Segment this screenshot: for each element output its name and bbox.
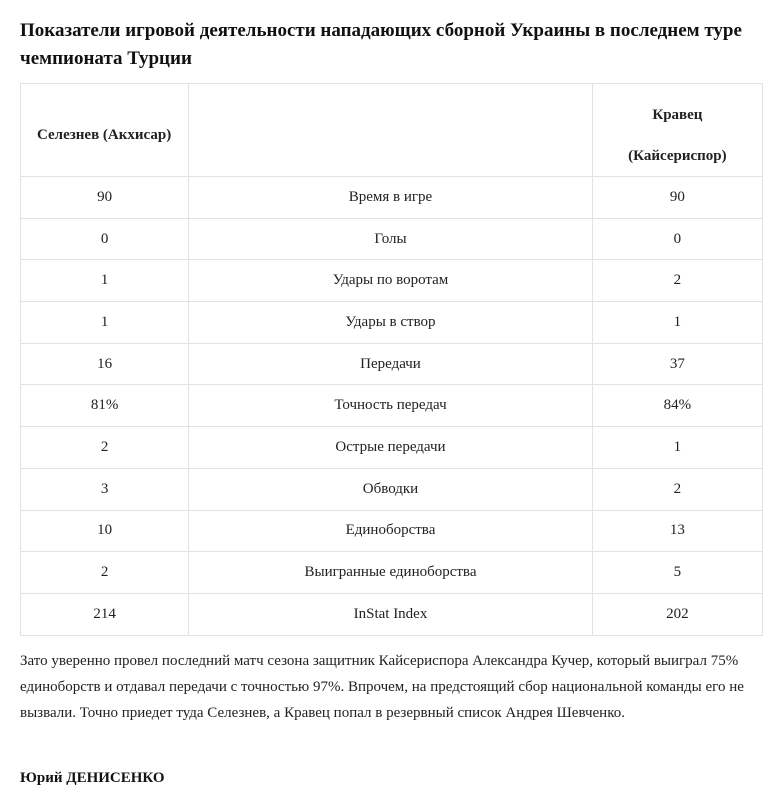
metric-label: Единоборства xyxy=(189,510,593,552)
left-value: 3 xyxy=(21,468,189,510)
player-right-club: (Кайсериспор) xyxy=(628,148,727,164)
right-value: 84% xyxy=(592,385,762,427)
right-value: 37 xyxy=(592,343,762,385)
left-value: 2 xyxy=(21,552,189,594)
metric-label: InStat Index xyxy=(189,593,593,635)
stats-table xyxy=(20,83,763,636)
article-author: Юрий ДЕНИСЕНКО xyxy=(20,770,165,786)
table-row xyxy=(21,385,763,427)
left-value: 1 xyxy=(21,260,189,302)
metric-label: Обводки xyxy=(189,468,593,510)
article-title: Показатели игровой деятельности нападающих сборной Украины в последнем туре чемпионата Турции xyxy=(20,20,742,69)
table-row xyxy=(21,260,763,302)
right-value: 1 xyxy=(592,427,762,469)
left-value: 81% xyxy=(21,385,189,427)
left-value: 16 xyxy=(21,343,189,385)
metric-header xyxy=(189,84,593,177)
table-row xyxy=(21,177,763,219)
metric-label: Удары по воротам xyxy=(189,260,593,302)
metric-label: Точность передач xyxy=(189,385,593,427)
right-value: 2 xyxy=(592,468,762,510)
table-row xyxy=(21,510,763,552)
metric-label: Время в игре xyxy=(189,177,593,219)
player-right-name: Кравец xyxy=(652,107,703,123)
table-row xyxy=(21,468,763,510)
right-value: 90 xyxy=(592,177,762,219)
metric-label: Передачи xyxy=(189,343,593,385)
table-row xyxy=(21,302,763,344)
metric-label: Выигранные единоборства xyxy=(189,552,593,594)
metric-label: Голы xyxy=(189,218,593,260)
table-row xyxy=(21,218,763,260)
left-value: 0 xyxy=(21,218,189,260)
table-header-row xyxy=(21,84,763,177)
metric-label: Острые передачи xyxy=(189,427,593,469)
right-value: 1 xyxy=(592,302,762,344)
right-value: 13 xyxy=(592,510,762,552)
player-right-header xyxy=(592,84,762,177)
table-row xyxy=(21,593,763,635)
right-value: 0 xyxy=(592,218,762,260)
table-row xyxy=(21,343,763,385)
left-value: 2 xyxy=(21,427,189,469)
article-paragraph: Зато уверенно провел последний матч сезона защитник Кайсериспора Александра Кучер, который выиграл 75% единоборств и отдавал передачи с точностью 97%. Впрочем, на предстоящий сбор национальной команды его не вызвали. Точно приедет туда Селезнев, а Кравец попал в резервный список Андрея Шевченко. xyxy=(20,653,744,721)
left-value: 1 xyxy=(21,302,189,344)
right-value: 2 xyxy=(592,260,762,302)
left-value: 214 xyxy=(21,593,189,635)
table-row xyxy=(21,427,763,469)
left-value: 90 xyxy=(21,177,189,219)
table-row xyxy=(21,552,763,594)
right-value: 5 xyxy=(592,552,762,594)
player-left-header: Селезнев (Акхисар) xyxy=(21,84,189,177)
metric-label: Удары в створ xyxy=(189,302,593,344)
left-value: 10 xyxy=(21,510,189,552)
right-value: 202 xyxy=(592,593,762,635)
